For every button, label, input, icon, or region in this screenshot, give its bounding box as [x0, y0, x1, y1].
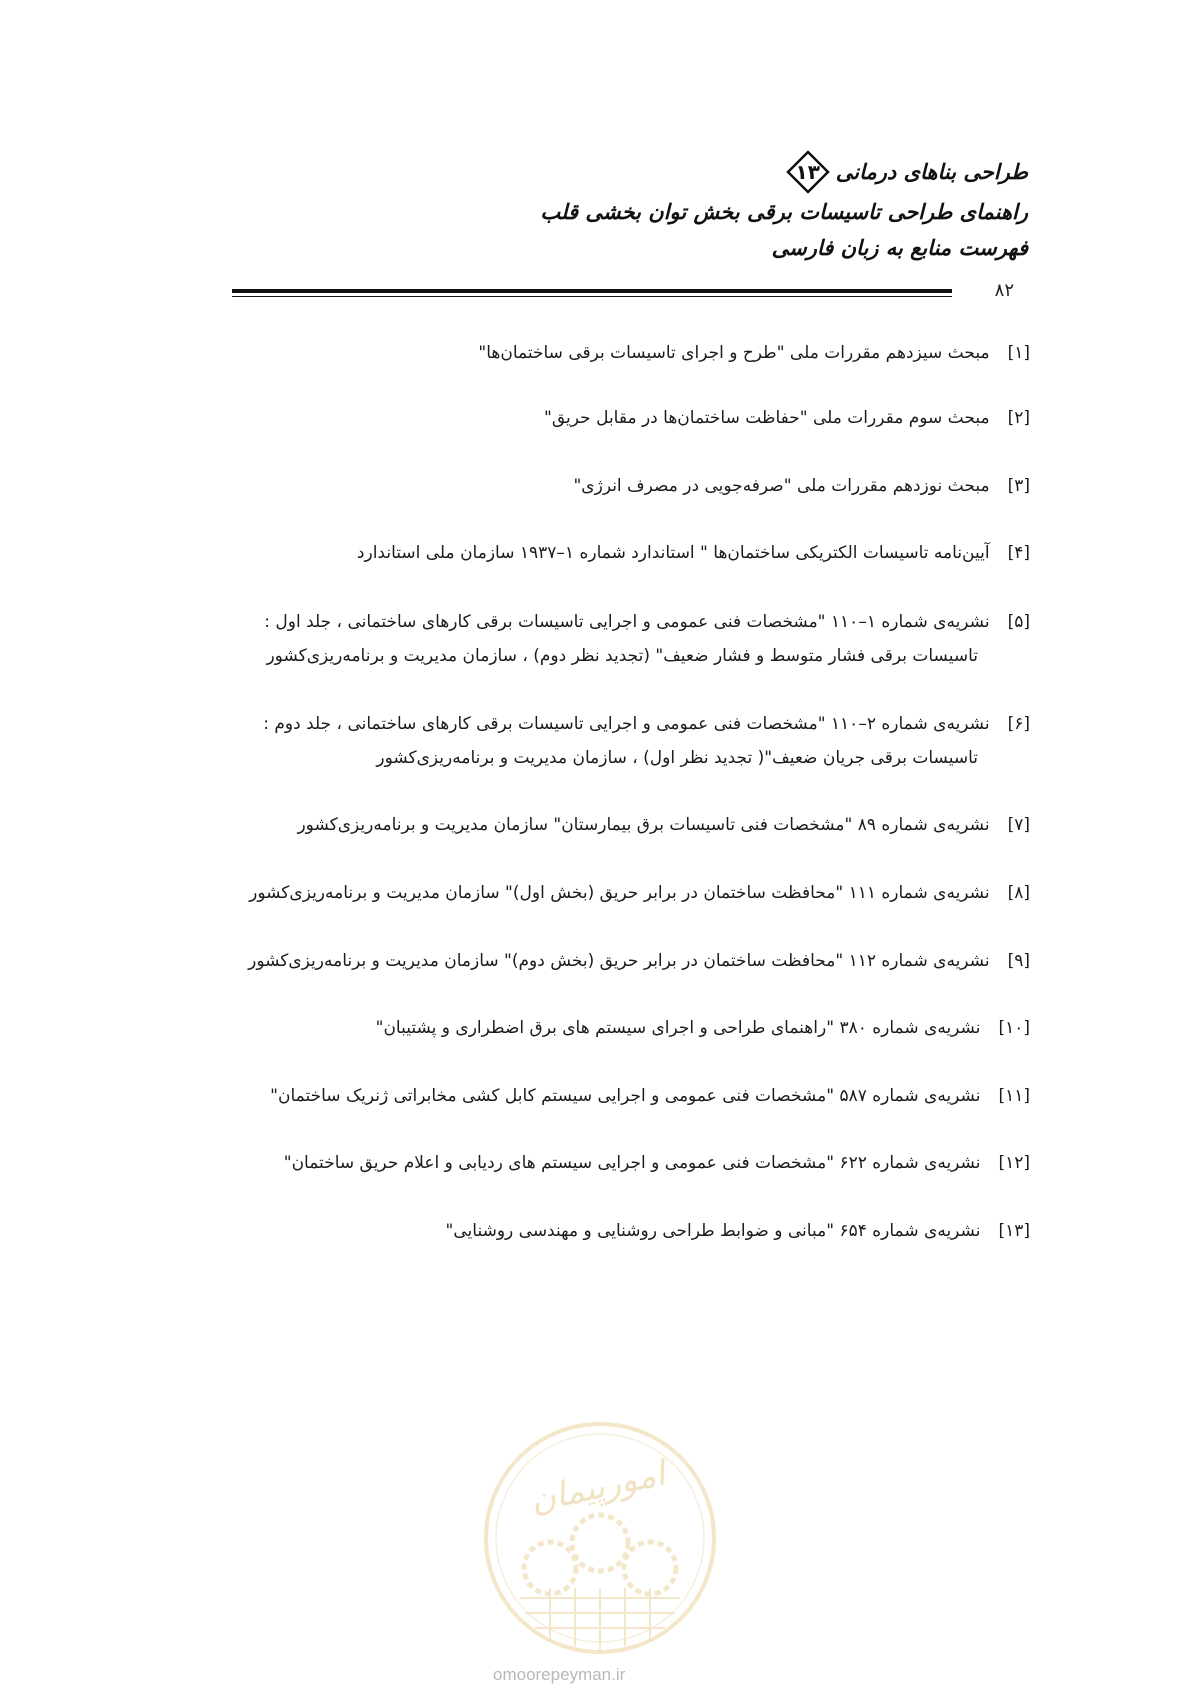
reference-number: [۸] — [1007, 883, 1030, 903]
header-section: فهرست منابع به زبان فارسی — [771, 236, 1028, 260]
header-line-1 — [208, 150, 1028, 194]
reference-text-continued: تاسیسات برقی جریان ضعیف"( تجدید نظر اول) ، سازمان مدیریت و برنامه‌ریزی‌کشور — [376, 748, 978, 768]
reference-number: [۶] — [1007, 714, 1030, 734]
reference-text: مبحث سیزدهم مقررات ملی "طرح و اجرای تاسیسات برقی ساختمان‌ها" — [478, 343, 990, 363]
reference-item — [357, 536, 1030, 570]
reference-text: آیین‌نامه تاسیسات الکتریکی ساختمان‌ها " استاندارد شماره ۱–۱۹۳۷ سازمان ملی استاندارد — [356, 543, 990, 563]
reference-text: نشریه‌ی شماره ۱۱۱ "محافظت ساختمان در برابر حریق (بخش اول)" سازمان مدیریت و برنامه‌ریزی‌کشور — [249, 883, 990, 903]
header-rule-thick — [232, 289, 952, 293]
header-title: طراحی بناهای درمانی — [835, 160, 1028, 184]
reference-text: نشریه‌ی شماره ۸۹ "مشخصات فنی تاسیسات برق بیمارستان" سازمان مدیریت و برنامه‌ریزی‌کشور — [297, 815, 990, 835]
reference-item — [544, 401, 1030, 435]
reference-number: [۹] — [1007, 951, 1030, 971]
reference-number: [۱۰] — [998, 1018, 1030, 1038]
reference-item — [446, 1214, 1030, 1248]
watermark-site: omoorepeyman.ir — [493, 1665, 626, 1684]
reference-number: [۵] — [1007, 612, 1030, 632]
reference-text: مبحث سوم مقررات ملی "حفاظت ساختمان‌ها در مقابل حریق" — [544, 408, 990, 428]
reference-item — [573, 469, 1030, 503]
reference-item — [284, 1146, 1030, 1180]
reference-item — [376, 1011, 1030, 1045]
reference-text: نشریه‌ی شماره ۶۵۴ "مبانی و ضوابط طراحی روشنایی و مهندسی روشنایی" — [445, 1221, 981, 1241]
reference-item — [297, 808, 1030, 842]
reference-item — [478, 336, 1030, 370]
reference-text: مبحث نوزدهم مقررات ملی "صرفه‌جویی در مصرف انرژی" — [573, 476, 990, 496]
reference-number: [۲] — [1007, 408, 1030, 428]
reference-item — [264, 605, 1030, 673]
page-number: ۸۲ — [994, 280, 1014, 301]
reference-text: نشریه‌ی شماره ۱۱۲ "محافظت ساختمان در برابر حریق (بخش دوم)" سازمان مدیریت و برنامه‌ریزی‌کشور — [248, 951, 990, 971]
reference-number: [۱] — [1007, 343, 1030, 363]
reference-text: نشریه‌ی شماره ۶۲۲ "مشخصات فنی عمومی و اجرایی سیستم های ردیابی و اعلام حریق ساختمان" — [283, 1153, 981, 1173]
reference-item — [248, 944, 1030, 978]
reference-number: [۱۳] — [998, 1221, 1030, 1241]
reference-number: [۳] — [1007, 476, 1030, 496]
document-header — [208, 150, 1028, 266]
reference-number: [۷] — [1007, 815, 1030, 835]
reference-text: نشریه‌ی شماره ۵۸۷ "مشخصات فنی عمومی و اجرایی سیستم کابل کشی مخابراتی ژنریک ساختمان" — [270, 1086, 981, 1106]
chapter-number: ۱۳ — [795, 160, 820, 184]
chapter-badge — [786, 150, 830, 194]
reference-text: نشریه‌ی شماره ۱–۱۱۰ "مشخصات فنی عمومی و اجرایی تاسیسات برقی کارهای ساختمانی ، جلد اول : — [264, 612, 990, 632]
reference-item — [249, 876, 1030, 910]
reference-text: نشریه‌ی شماره ۳۸۰ "راهنمای طراحی و اجرای سیستم های برق اضطراری و پشتیبان" — [375, 1018, 981, 1038]
watermark-logo-icon — [480, 1418, 720, 1658]
header-subtitle: راهنمای طراحی تاسیسات برقی بخش توان بخشی قلب — [540, 200, 1028, 224]
reference-text-continued: تاسیسات برقی فشار متوسط و فشار ضعیف" (تجدید نظر دوم) ، سازمان مدیریت و برنامه‌ریزی‌کشور — [266, 646, 978, 666]
reference-item — [270, 1079, 1030, 1113]
reference-number: [۱۲] — [998, 1153, 1030, 1173]
reference-text: نشریه‌ی شماره ۲–۱۱۰ "مشخصات فنی عمومی و اجرایی تاسیسات برقی کارهای ساختمانی ، جلد دوم : — [263, 714, 990, 734]
header-rule-thin — [232, 296, 952, 297]
svg-text:امورپیمان: امورپیمان — [526, 1453, 669, 1521]
reference-number: [۱۱] — [998, 1086, 1030, 1106]
reference-number: [۴] — [1007, 543, 1030, 563]
reference-item — [263, 707, 1030, 775]
